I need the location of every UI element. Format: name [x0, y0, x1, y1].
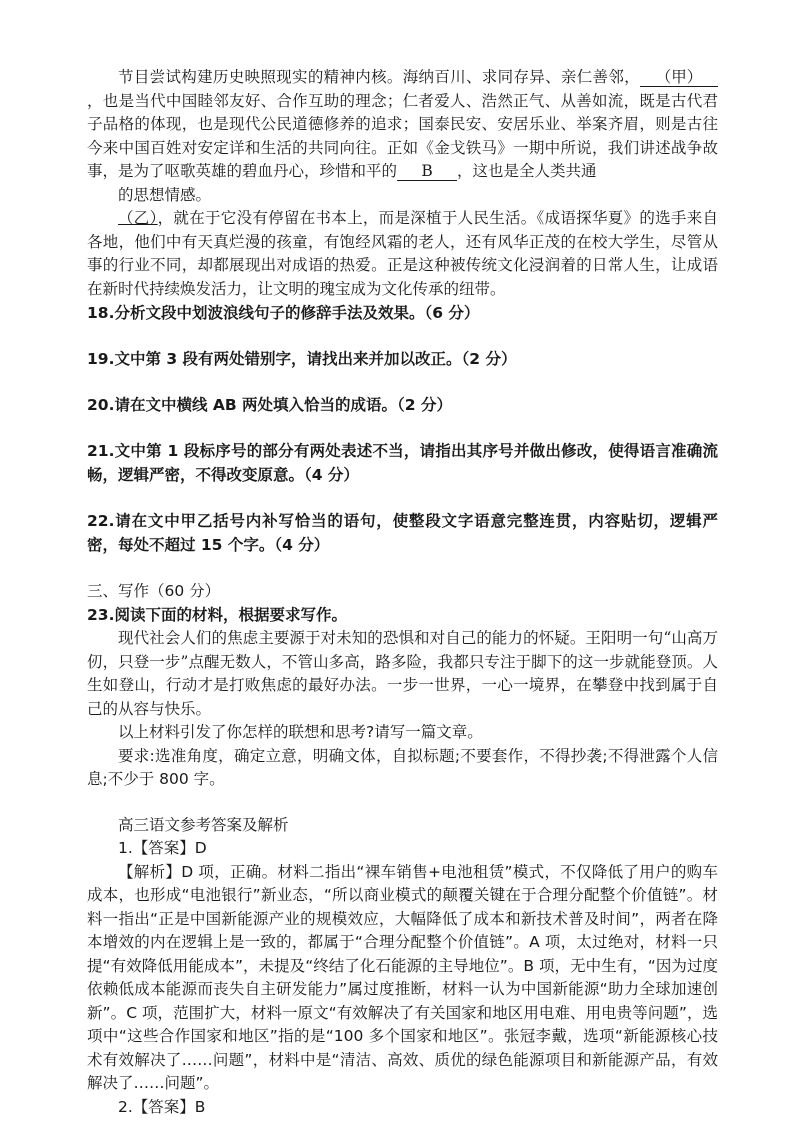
passage-text: ，也是当代中国睦邻友好、合作互助的理念；仁者爱人、浩然正气、从善如流，既是古代君子品格的体现，也是现代公民道德修养的追求；国泰民安、安居乐业、举案齐眉，则是古往今来中国百姓对安定详和生活的共同向往。正如《金戈铁马》一期中所说，我们讲述战争故事，是为了呕歌英雄的碧血丹心，珍惜和平的	[87, 91, 718, 180]
question-18: 18.分析文段中划波浪线句子的修辞手法及效果。（6 分）	[87, 304, 480, 322]
passage-text: ，就在于它没有停留在书本上，而是深植于人民生活。《成语探华夏》的选手来自各地，他们中有天真烂漫的孩童，有饱经风霜的老人，还有风华正茂的在校大学生，尽管从事的行业不同，却都展现出对成语的热爱。正是这种被传统文化浸润着的日常人生，让成语在新时代持续焕发活力，让文明的瑰宝成为文化传承的纽带。	[87, 209, 718, 298]
blank-jia: （甲）	[640, 68, 718, 87]
passage-paragraph-1	[87, 66, 718, 184]
passage-paragraph-2	[87, 207, 718, 301]
question-19: 19.文中第 3 段有两处错别字，请找出来并加以改正。（2 分）	[87, 350, 517, 368]
section-writing-title: 三、写作（60 分）	[87, 582, 221, 600]
blank-b: B	[397, 162, 457, 181]
passage-text: ，这也是全人类共通	[457, 162, 597, 180]
passage-text: 节目尝试构建历史映照现实的精神内核。海纳百川、求同存异、亲仁善邻，	[118, 68, 640, 86]
answer-1-analysis: 【解析】D 项，正确。材料二指出“裸车销售+电池租赁”模式，不仅降低了用户的购车成本，也形成“电池银行”新业态，“所以商业模式的颠覆关键在于合理分配整个价值链”。材料一指出“正是中国新能源产业的规模效应，大幅降低了成本和新技术普及时间”，两者在降本增效的内在逻辑上是一致的，都属于“合理分配整个价值链”。A 项，太过绝对，材料一只提“有效降低用能成本”，未提及“终结了化石能源的主导地位”。B 项，无中生有，“因为过度依赖低成本能源而丧失自主研发能力”属过度推断，材料一认为中国新能源“助力全球加速创新”。C 项，范围扩大，材料一原文“有效解决了有关国家和地区用电难、用电贵等问题”，选项中“这些合作国家和地区”指的是“100 多个国家和地区”。张冠李戴，选项“新能源核心技术有效解决了……问题”，材料中是“清洁、高效、质优的绿色能源项目和新能源产品，有效解决了……问题”。	[87, 862, 718, 1092]
writing-material: 现代社会人们的焦虑主要源于对未知的恐惧和对自己的能力的怀疑。王阳明一句“山高万仞，只登一步”点醒无数人，不管山多高，路多险，我都只专注于脚下的这一步就能登顶。人生如登山，行动才是打败焦虑的最好办法。一步一世界，一心一境界，在攀登中找到属于自己的从容与快乐。	[87, 629, 718, 718]
passage-paragraph-1-end: 的思想情感。	[118, 185, 212, 204]
blank-yi: （乙）	[118, 209, 158, 227]
question-22: 22.请在文中甲乙括号内补写恰当的语句，使整段文字语意完整连贯，内容贴切，逻辑严密，每处不超过 15 个字。（4 分）	[87, 512, 718, 554]
answer-2: 2.【答案】B	[118, 1097, 206, 1116]
question-20: 20.请在文中横线 AB 两处填入恰当的成语。（2 分）	[87, 396, 452, 414]
question-23: 23.阅读下面的材料，根据要求写作。	[87, 606, 347, 624]
answer-1: 1.【答案】D	[118, 839, 207, 857]
writing-requirements: 要求:选准角度，确定立意，明确文体，自拟标题;不要套作，不得抄袭;不得泄露个人信息;不少于 800 字。	[87, 746, 718, 788]
question-21: 21.文中第 1 段标序号的部分有两处表述不当，请指出其序号并做出修改，使得语言准确流畅，逻辑严密，不得改变原意。（4 分）	[87, 442, 718, 484]
answers-title: 高三语文参考答案及解析	[118, 815, 289, 834]
writing-prompt: 以上材料引发了你怎样的联想和思考?请写一篇文章。	[118, 723, 483, 741]
